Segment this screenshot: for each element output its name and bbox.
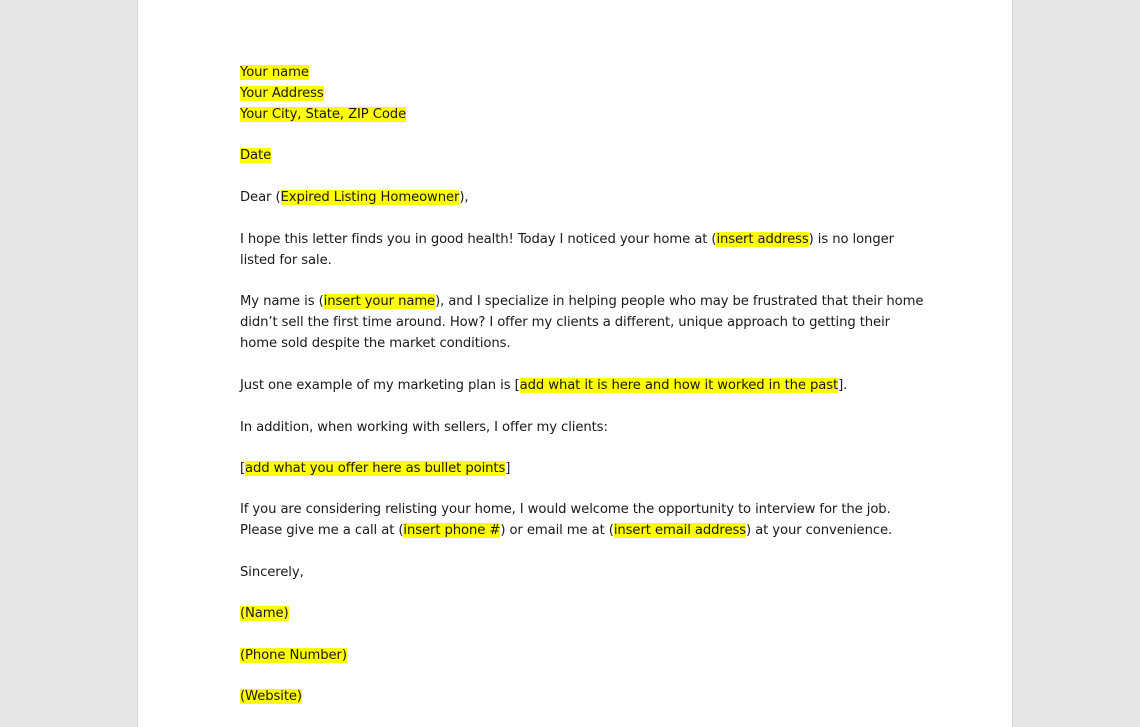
para1-text-after: ) is no longer	[808, 232, 894, 247]
phone-placeholder[interactable]: insert phone #	[403, 523, 501, 538]
closing-line	[240, 562, 304, 583]
marketing-plan-placeholder[interactable]: add what it is here and how it worked in the past	[519, 378, 839, 393]
para2-text-after: ), and I specialize in helping people who may be frustrated that their home	[435, 294, 924, 309]
para1-text-before: I hope this letter finds you in good health! Today I noticed your home at (	[240, 232, 717, 247]
para2-text-before: My name is (	[240, 294, 324, 309]
para2-text-line2: didn’t sell the first time around. How? I offer my clients a different, unique approach to getting their	[240, 315, 890, 330]
para2-line2	[240, 312, 890, 333]
sender-name[interactable]: Your name	[240, 65, 309, 80]
para6-text-before: Please give me a call at (	[240, 523, 404, 538]
para3-text-after: ].	[838, 378, 848, 393]
para6-line1	[240, 499, 891, 520]
para2-line1	[240, 291, 923, 312]
para1-text-line2: listed for sale.	[240, 253, 332, 268]
signature-website-placeholder[interactable]: (Website)	[240, 689, 302, 704]
signature-name-placeholder[interactable]: (Name)	[240, 606, 289, 621]
sender-address[interactable]: Your Address	[240, 86, 324, 101]
signature-website-line	[240, 686, 302, 707]
para5-text-before: [	[240, 461, 246, 476]
salutation-suffix: ),	[459, 190, 469, 205]
sender-address-line	[240, 83, 324, 104]
closing-text: Sincerely,	[240, 565, 304, 580]
para4-line	[240, 417, 608, 438]
para1-line1	[240, 229, 894, 250]
para4-text: In addition, when working with sellers, I offer my clients:	[240, 420, 608, 435]
para2-text-line3: home sold despite the market conditions.	[240, 336, 511, 351]
para5-line	[240, 458, 510, 479]
signature-phone-placeholder[interactable]: (Phone Number)	[240, 648, 347, 663]
document-page	[137, 0, 1013, 727]
salutation-line	[240, 187, 468, 208]
para3-text-before: Just one example of my marketing plan is [	[240, 378, 520, 393]
sender-city-line	[240, 104, 406, 125]
signature-name-line	[240, 603, 289, 624]
signature-phone-line	[240, 645, 347, 666]
para2-line3	[240, 333, 510, 354]
sender-name-line	[240, 62, 309, 83]
salutation-prefix: Dear (	[240, 190, 281, 205]
address-placeholder[interactable]: insert address	[716, 232, 809, 247]
para1-line2	[240, 250, 332, 271]
email-placeholder[interactable]: insert email address	[613, 523, 747, 538]
para6-line2	[240, 520, 892, 541]
offer-bullets-placeholder[interactable]: add what you offer here as bullet points	[245, 461, 506, 476]
recipient-placeholder[interactable]: Expired Listing Homeowner	[280, 190, 460, 205]
para3-line	[240, 375, 847, 396]
para5-text-after: ]	[505, 461, 511, 476]
para6-text-after: ) at your convenience.	[746, 523, 893, 538]
sender-city-state-zip[interactable]: Your City, State, ZIP Code	[240, 107, 407, 122]
date-line	[240, 145, 271, 166]
para6-text-line1: If you are considering relisting your home, I would welcome the opportunity to interview for the job.	[240, 502, 891, 517]
your-name-placeholder[interactable]: insert your name	[323, 294, 436, 309]
date-field[interactable]: Date	[240, 148, 272, 163]
para6-text-middle: ) or email me at (	[500, 523, 614, 538]
